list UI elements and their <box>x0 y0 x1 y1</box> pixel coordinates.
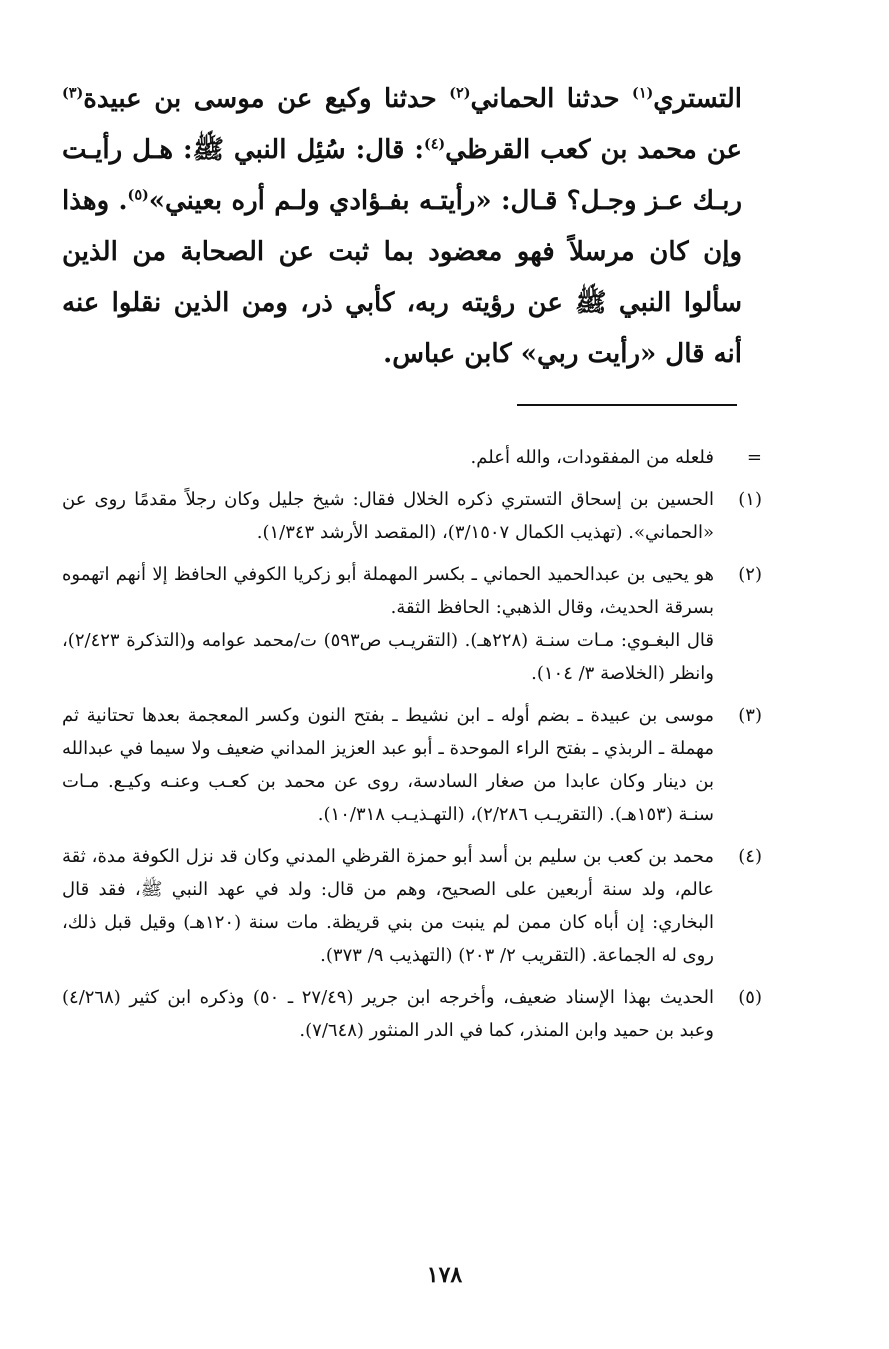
footnote-text: قال البغـوي: مـات سنـة (٢٢٨هـ). (التقريـب ص٥٩٣) ت/محمد عوامه و(التذكرة ٢/٤٢٣)، وانظر (الخلاصة ٣/ ١٠٤). <box>62 630 714 684</box>
footnote-body <box>62 441 714 474</box>
main-text <box>62 74 742 380</box>
hadith-quote: «رأيتـه بفـؤادي ولـم أره بعيني» <box>148 186 492 216</box>
footnote-separator <box>517 404 737 406</box>
footnote-text: موسى بن عبيدة ـ بضم أوله ـ ابن نشيط ـ بفتح النون وكسر المعجمة بعدها تحتانية ثم مهملة ـ الربذي ـ بفتح الراء الموحدة ـ أبو عبد العزيز المداني ضعيف ولا سيما في عبدالله بن دينار وكان عابدا من صغار السادسة، روى عن محمد بن كعـب وعنـه وكيـع. مـات سنـة (١٥٣هـ). (التقريـب ٢/٢٨٦)، (التهـذيـب ١٠/٣١٨). <box>62 705 714 825</box>
footnote-text: الحديث بهذا الإسناد ضعيف، وأخرجه ابن جرير (٢٧/٤٩ ـ ٥٠) وذكره ابن كثير (٤/٢٦٨) وعبد بن حميد وابن المنذر، كما في الدر المنثور (٧/٦٤٨). <box>62 987 715 1041</box>
footnotes <box>62 441 762 1056</box>
quote: «رأيت ربي» <box>520 339 657 369</box>
footnote-continued <box>62 441 762 474</box>
footnote-text: محمد بن كعب بن سليم بن أسد أبو حمزة القرظي المدني وكان قد نزل الكوفة مدة، ثقة عالم، ولد سنة أربعين على الصحيح، وهم من قال: ولد في عهد النبي ﷺ، فقد قال البخاري: إن أباه كان ممن لم ينبت من بني قريظة. مات سنة (١٢٠هـ) وقيل قبل ذلك، روى له الجماعة. (التقريب ٢/ ٢٠٣) (التهذيب ٩/ ٣٧٣). <box>62 846 714 966</box>
footnote-ref-3: (٣) <box>62 85 84 102</box>
footnote-body <box>62 840 714 972</box>
footnote-3 <box>62 699 762 831</box>
footnote-text: الحسين بن إسحاق التستري ذكره الخلال فقال: شيخ جليل وكان رجلاً مقدمًا روى عن «الحماني». (تهذيب الكمال ٣/١٥٠٧)، (المقصد الأرشد ١/٣٤٣). <box>62 489 714 543</box>
footnote-ref-2: (٢) <box>449 85 471 102</box>
text-run: التستري <box>653 84 742 114</box>
footnote-body <box>62 558 714 690</box>
footnote-ref-5: (٥) <box>127 187 149 204</box>
main-paragraph <box>62 74 742 380</box>
footnote-number: = <box>746 447 762 468</box>
footnote-body <box>62 981 714 1047</box>
text-run: كابن عباس. <box>383 339 521 369</box>
footnote-2 <box>62 558 762 690</box>
footnote-number: (٤) <box>738 846 762 867</box>
footnote-ref-4: (٤) <box>423 136 446 153</box>
footnote-ref-1: (١) <box>632 85 654 102</box>
footnote-number: (٢) <box>738 564 762 585</box>
footnote-number: (٥) <box>738 987 762 1008</box>
footnote-4 <box>62 840 762 972</box>
text-run: . وهذا وإن كان مرسلاً فهو معضود بما ثبت عن الصحابة من الذين سألوا النبي ﷺ عن رؤيته ربه، كأبي ذر، ومن الذين نقلوا عنه أنه قال <box>62 186 742 369</box>
text-run: حدثنا الحماني <box>470 84 633 114</box>
text-run: حدثنا وكيع عن موسى بن عبيدة <box>83 84 450 114</box>
footnote-number: (١) <box>738 489 762 510</box>
footnote-1 <box>62 483 762 549</box>
footnote-text: هو يحيى بن عبدالحميد الحماني ـ بكسر المهملة أبو زكريا الكوفي الحافظ إلا أنهم اتهموه بسرقة الحديث، وقال الذهبي: الحافظ الثقة. <box>62 564 714 618</box>
page-number: ١٧٨ <box>426 1262 463 1288</box>
footnote-body <box>62 483 714 549</box>
text-run: عن محمد بن كعب القرظي <box>445 135 743 165</box>
text-run: : قال: سُئِل النبي ﷺ: هـل رأيـت ربـك عـز وجـل؟ قـال: <box>62 135 742 216</box>
footnote-number: (٣) <box>738 705 762 726</box>
footnote-5 <box>62 981 762 1047</box>
footnote-text: فلعله من المفقودات، والله أعلم. <box>470 447 714 468</box>
footnote-body <box>62 699 714 831</box>
